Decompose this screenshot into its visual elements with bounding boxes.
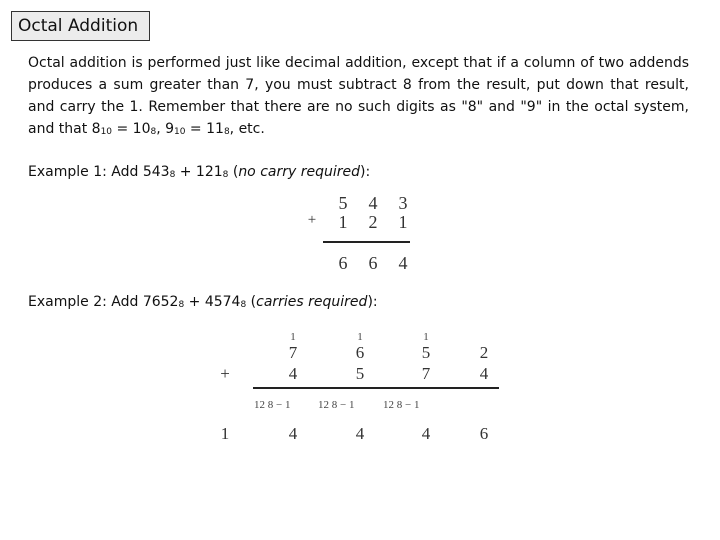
example-1-result-digit: 6 xyxy=(338,253,348,273)
example-2-work-step: 12 8 − 1 xyxy=(318,399,355,411)
example-2-text: : Add 7652 xyxy=(102,294,179,310)
example-1-digit: 2 xyxy=(368,212,378,232)
example-2-digit: 6 xyxy=(355,343,365,362)
example-2-digit: 4 xyxy=(288,364,298,383)
slide-title: Octal Addition xyxy=(11,11,150,41)
intro-text-5: , etc. xyxy=(229,121,265,137)
example-2-work-step: 12 8 − 1 xyxy=(254,399,291,411)
example-2-digit: 2 xyxy=(479,343,489,362)
intro-sub-1: 10 xyxy=(100,127,113,137)
example-1-operator: + xyxy=(307,212,317,228)
example-1-result-digit: 6 xyxy=(368,253,378,273)
example-2-digit: 5 xyxy=(355,364,365,383)
example-1-sub-2: 8 xyxy=(222,170,229,180)
intro-text-1: Octal addition is performed just like decimal addition, except that if a column of two addends produces a sum greater than 7, you must subtract 8 from the result, put down that result, and carry the 1. Remember that there are no such digits as "8" and "9" in the octal system, and that 8 xyxy=(28,55,689,137)
example-2-paren-close: ): xyxy=(367,294,378,310)
example-1-digit: 3 xyxy=(398,193,408,213)
example-1-text: : Add 543 xyxy=(102,164,170,180)
example-1-digit: 5 xyxy=(338,193,348,213)
example-1-paren-open: ( xyxy=(228,164,239,180)
example-1-digit: 4 xyxy=(368,193,378,213)
example-2-paren-open: ( xyxy=(246,294,257,310)
example-1-plus: + 121 xyxy=(175,164,223,180)
example-2-digit: 4 xyxy=(479,364,489,383)
example-2-digit: 7 xyxy=(288,343,298,362)
example-2-digit: 7 xyxy=(421,364,431,383)
example-1-digit: 1 xyxy=(338,212,348,232)
example-2-label: Example 2 xyxy=(28,294,103,310)
example-2-work-step: 12 8 − 1 xyxy=(383,399,420,411)
example-1-result-digit: 4 xyxy=(398,253,408,273)
example-2-result-digit: 1 xyxy=(220,424,230,443)
example-1-label: Example 1 xyxy=(28,164,103,180)
example-2-plus: + 4574 xyxy=(184,294,241,310)
example-2-carry: 1 xyxy=(423,331,429,343)
example-2-heading xyxy=(28,291,378,313)
example-1-paren-close: ): xyxy=(360,164,371,180)
example-2-note: carries required xyxy=(256,294,368,310)
intro-text-3: , 9 xyxy=(156,121,175,137)
example-1-sum-line xyxy=(323,241,410,243)
example-2-result-digit: 4 xyxy=(355,424,365,443)
example-1-heading xyxy=(28,161,370,183)
example-1-digit: 1 xyxy=(398,212,408,232)
intro-text-2: = 10 xyxy=(112,121,151,137)
intro-paragraph xyxy=(28,52,689,140)
example-2-carry: 1 xyxy=(357,331,363,343)
example-2-sub-1: 8 xyxy=(178,300,185,310)
example-2-sum-line xyxy=(253,387,499,389)
example-2-result-digit: 6 xyxy=(479,424,489,443)
example-2-result-digit: 4 xyxy=(288,424,298,443)
example-2-operator: + xyxy=(220,364,230,383)
example-2-digit: 5 xyxy=(421,343,431,362)
example-1-note: no carry required xyxy=(238,164,360,180)
example-2-sub-2: 8 xyxy=(240,300,247,310)
intro-sub-3: 10 xyxy=(174,127,186,137)
intro-sub-4: 8 xyxy=(223,127,230,137)
intro-text-4: = 11 xyxy=(185,121,224,137)
example-2-carry: 1 xyxy=(290,331,296,343)
intro-sub-2: 8 xyxy=(150,127,157,137)
example-1-sub-1: 8 xyxy=(169,170,176,180)
example-2-result-digit: 4 xyxy=(421,424,431,443)
